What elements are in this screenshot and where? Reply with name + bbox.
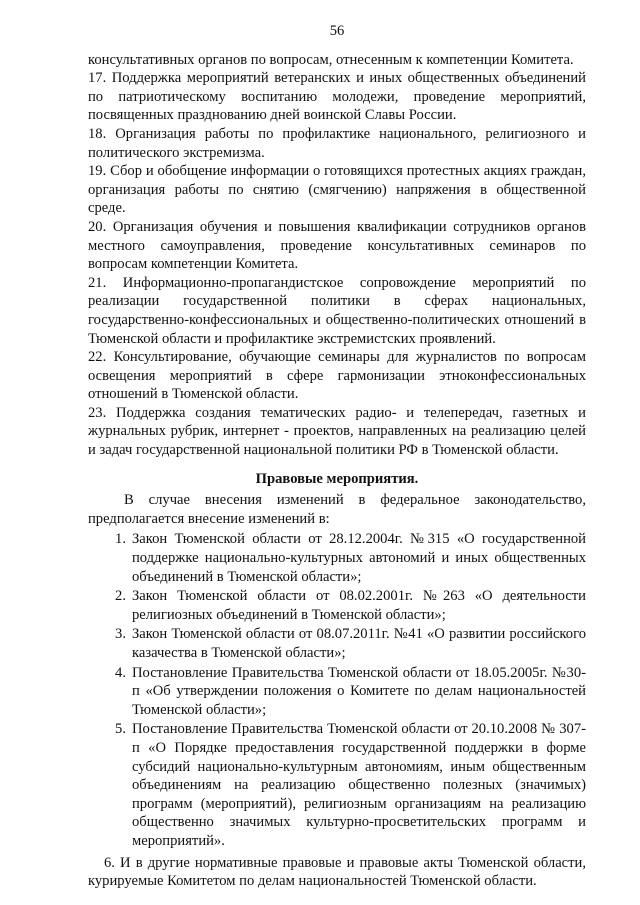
list-item — [88, 720, 586, 850]
section-intro: В случае внесения изменений в федеральное законодательство, предполагается внесение изменений в: — [88, 492, 586, 527]
list-item — [88, 530, 586, 586]
list-item-text: Закон Тюменской области от 08.02.2001г. №263 «О деятельности религиозных объединений в Тюменской области»; — [132, 588, 586, 623]
paragraph-item-19: 19. Сбор и обобщение информации о готовящихся протестных акциях граждан, организация работы по снятию (смягчению) напряжения в общественной среде. — [88, 163, 586, 217]
legal-acts-list — [88, 530, 586, 850]
paragraph-continuation: консультативных органов по вопросам, отнесенным к компетенции Комитета. — [88, 51, 574, 68]
paragraph-item-22: 22. Консультирование, обучающие семинары для журналистов по вопросам освещения мероприятий в сфере гармонизации этноконфессиональных отношений в Тюменской области. — [88, 349, 586, 403]
document-page — [88, 22, 586, 891]
list-item — [88, 625, 586, 662]
list-item-number: 1. — [115, 531, 126, 548]
list-item-number: 3. — [115, 626, 126, 643]
final-paragraph: 6. И в другие нормативные правовые и правовые акты Тюменской области, курируемые Комитетом по делам национальностей Тюменской области. — [88, 854, 586, 890]
list-item — [88, 664, 586, 720]
list-item-number: 4. — [115, 664, 126, 681]
paragraph-item-23: 23. Поддержка создания тематических радио- и телепередач, газетных и журнальных рубрик, интернет - проектов, направленных на реализацию целей и задач государственной национальной политики РФ в Тюменской области. — [88, 404, 586, 459]
list-item-text: Постановление Правительства Тюменской области от 18.05.2005г. №30-п «Об утверждении положения о Комитете по делам национальностей Тюменской области»; — [132, 664, 586, 718]
list-item-text: Закон Тюменской области от 08.07.2011г. №41 «О развитии российского казачества в Тюменской области»; — [132, 626, 586, 661]
list-item-text: Закон Тюменской области от 28.12.2004г. №315 «О государственной поддержке национально-культурных автономий и иных общественных объединений в Тюменской области»; — [132, 531, 586, 585]
paragraph-item-18: 18. Организация работы по профилактике национального, религиозного и политического экстремизма. — [88, 125, 586, 161]
paragraph-item-21: 21. Информационно-пропагандистское сопровождение мероприятий по реализации государственной политики в сферах национальных, государственно-конфессиональных и общественно-политических отношений в Тюменской области и профилактике экстремистских проявлений. — [88, 274, 586, 347]
list-item-number: 5. — [115, 721, 126, 738]
list-item — [88, 587, 586, 624]
list-item-text: Постановление Правительства Тюменской области от 20.10.2008 № 307-п «О Порядке предоставления государственной поддержки в форме субсидий национально-культурным автономиям, иным общественным объединениям на реализацию общественно полезных (значимых) программ (мероприятий), религиозным организациям на реализацию общественно значимых культурно-просветительских программ и мероприятий». — [132, 721, 586, 849]
paragraph-item-20: 20. Организация обучения и повышения квалификации сотрудников органов местного самоуправления, проведение консультативных семинаров по вопросам компетенции Комитета. — [88, 218, 586, 273]
paragraph-item-17: 17. Поддержка мероприятий ветеранских и иных общественных объединений по патриотическому воспитанию молодежи, проведение мероприятий, посвященных празднованию дней воинской Славы России. — [88, 70, 586, 124]
list-item-number: 2. — [115, 588, 126, 605]
page-number: 56 — [329, 23, 345, 39]
section-heading: Правовые мероприятия. — [255, 470, 419, 487]
